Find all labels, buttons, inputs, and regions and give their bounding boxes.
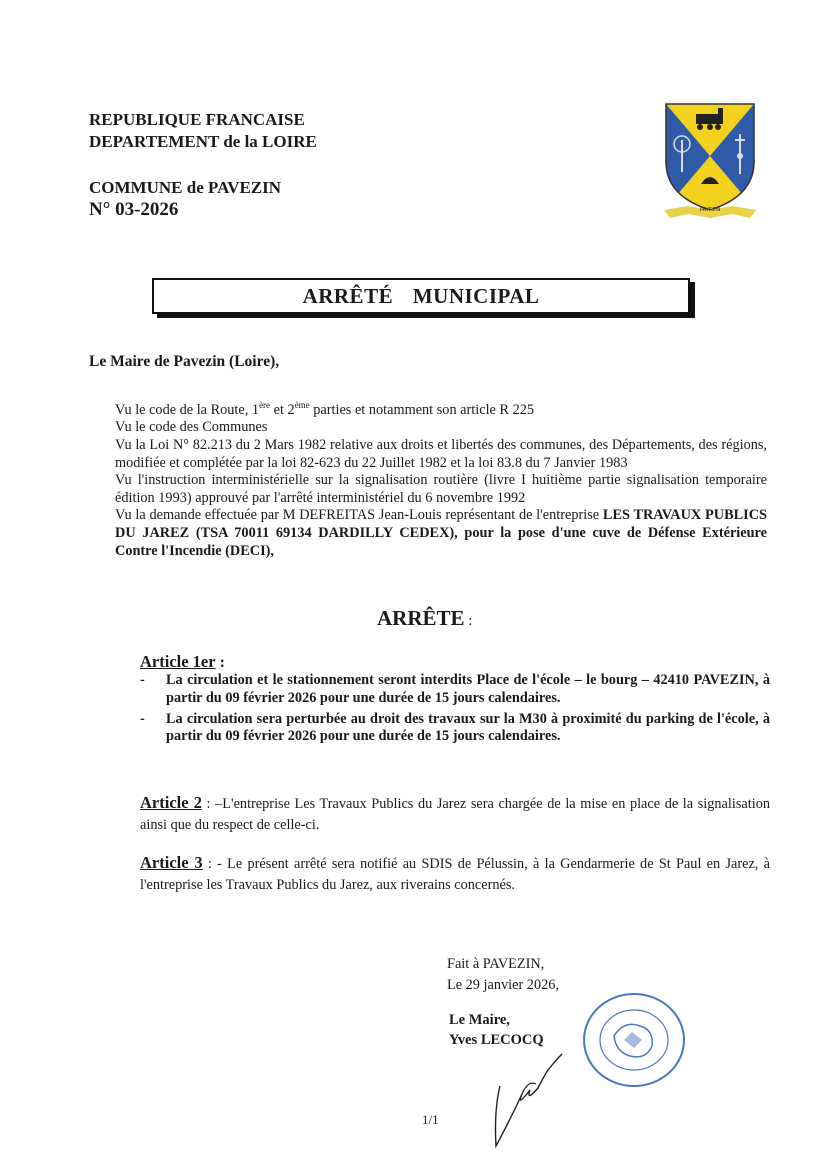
mairie-stamp	[580, 990, 688, 1090]
arrete-number: N° 03-2026	[89, 199, 179, 220]
article-1-list	[140, 672, 770, 749]
fait-lieu: Fait à PAVEZIN,	[447, 956, 545, 972]
crest-ribbon-text: PAVEZIN	[699, 207, 721, 213]
article-1-title: Article 1er	[140, 652, 216, 671]
page-number: 1/1	[422, 1112, 439, 1127]
arrete-heading-text: ARRÊTE	[377, 606, 465, 630]
vu-item: Vu le code des Communes	[115, 419, 268, 436]
signataire-nom: Yves LECOCQ	[449, 1032, 544, 1048]
article-3	[140, 852, 770, 896]
list-item: - La circulation et le stationnement seront interdits Place de l'école – le bourg – 42410 PAVEZIN, à partir du 09 février 2026 pour une durée de 15 jours calendaires.	[140, 672, 770, 706]
header-line-1: REPUBLIQUE FRANCAISE	[89, 110, 305, 129]
commune-header	[89, 177, 281, 221]
vu-item: Vu l'instruction interministérielle sur la signalisation routière (livre I huitième partie signalisation temporaire édition 1993) approuvé par l'arrêté interministériel du 6 novembre 1992	[115, 472, 767, 506]
stamp-icon	[580, 990, 688, 1090]
document-title: ARRÊTÉ MUNICIPAL	[302, 283, 540, 308]
list-item: - La circulation sera perturbée au droit des travaux sur la M30 à proximité du parking de l'école, à partir du 09 février 2026 pour une durée de 15 jours calendaires.	[140, 710, 770, 745]
signature	[486, 1050, 572, 1150]
demande-text: Vu la demande effectuée par M DEFREITAS Jean-Louis représentant de l'entreprise	[115, 507, 600, 524]
article-1-item: La circulation et le stationnement seront interdits Place de l'école – le bourg – 42410 PAVEZIN, à partir du 09 février 2026 pour une durée de 15 jours calendaires.	[166, 672, 770, 706]
article-2-title: Article 2	[140, 793, 202, 812]
arrete-heading	[377, 606, 472, 631]
article-1-heading	[140, 652, 225, 672]
arrete-colon: :	[464, 613, 473, 629]
title-box	[152, 278, 690, 314]
article-2-text: : –L'entreprise Les Travaux Publics du Jarez sera chargée de la mise en place de la signalisation ainsi que du respect de celle-ci.	[140, 796, 770, 833]
signature-icon	[486, 1050, 572, 1150]
fait-a	[447, 954, 559, 996]
vu-code-route: Vu le code de la Route, 1ère et 2ème parties et notamment son article R 225	[115, 400, 535, 418]
fait-date: Le 29 janvier 2026,	[447, 977, 559, 993]
signataire	[449, 1010, 544, 1050]
commune-crest	[658, 98, 762, 222]
article-3-title: Article 3	[140, 853, 203, 872]
maire-intro: Le Maire de Pavezin (Loire),	[89, 353, 280, 370]
commune-name: COMMUNE de PAVEZIN	[89, 178, 282, 197]
signataire-role: Le Maire,	[449, 1012, 510, 1028]
header-line-2: DEPARTEMENT de la LOIRE	[89, 132, 317, 151]
article-2	[140, 792, 770, 836]
article-1-colon: :	[215, 654, 225, 671]
vu-list	[115, 397, 767, 560]
crest-icon	[658, 98, 762, 222]
vu-item: Vu la Loi N° 82.213 du 2 Mars 1982 relative aux droits et libertés des communes, des Départements, des régions, modifiée et complétée par la loi 82-623 du 22 Juillet 1982 et la loi 83.8 du 7 Janvier 1983	[115, 436, 767, 471]
vu-demande	[115, 507, 767, 560]
demande-company: LES TRAVAUX PUBLICS DU JAREZ (TSA 70011 69134 DARDILLY CEDEX), pour la pose d'une cuve de Défense Extérieure Contre l'Incendie (DECI),	[115, 507, 767, 559]
article-1-item: La circulation sera perturbée au droit des travaux sur la M30 à proximité du parking de l'école, à partir du 09 février 2026 pour une durée de 15 jours calendaires.	[166, 710, 770, 745]
republique-header	[89, 109, 317, 153]
article-3-text: : - Le présent arrêté sera notifié au SDIS de Pélussin, à la Gendarmerie de St Paul en Jarez, à l'entreprise les Travaux Publics du Jarez, aux riverains concernés.	[140, 856, 770, 893]
